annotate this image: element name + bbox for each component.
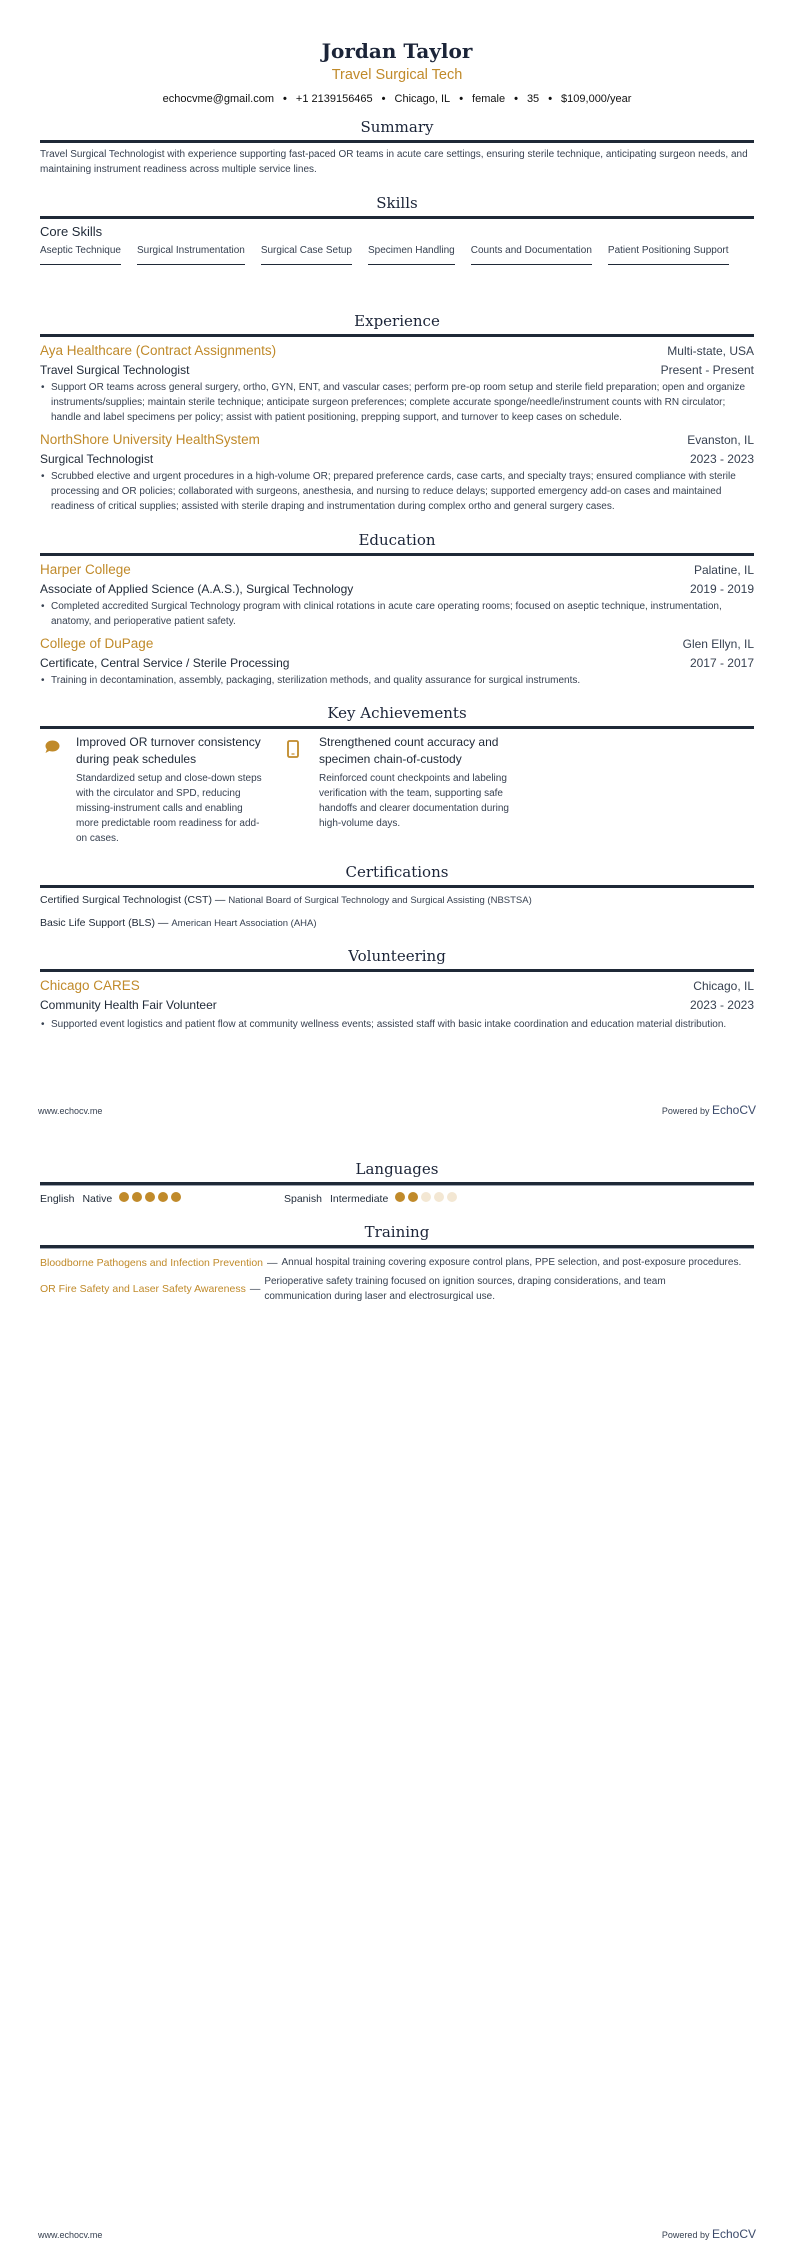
- rating-dot-empty: [421, 1192, 431, 1202]
- speech-bubble-icon: [40, 734, 76, 846]
- language-item: [40, 1192, 284, 1205]
- page-footer: [38, 1103, 756, 1117]
- skill-tag: Surgical Instrumentation: [137, 245, 245, 265]
- skills-section: [40, 193, 754, 273]
- education-entry: [40, 634, 754, 688]
- job-title: Travel Surgical Technologist: [40, 363, 190, 377]
- degree: Certificate, Central Service / Sterile Processing: [40, 656, 290, 670]
- section-title-summary: Summary: [360, 118, 434, 136]
- section-title-experience: Experience: [354, 312, 440, 330]
- achievement-item: [40, 734, 283, 846]
- section-title-skills: Skills: [376, 194, 418, 212]
- rating-dot-filled: [132, 1192, 142, 1202]
- certification-name: Basic Life Support (BLS): [40, 917, 155, 929]
- language-item: [284, 1192, 528, 1205]
- skill-tag: Counts and Documentation: [471, 245, 592, 265]
- certification-item: Basic Life Support (BLS) — American Heart Association (AHA): [40, 917, 317, 929]
- education-section: [40, 530, 754, 688]
- contact-gender: female: [472, 93, 506, 105]
- proficiency-rating: [119, 1192, 184, 1205]
- section-title-education: Education: [358, 531, 436, 549]
- contact-location: Chicago, IL: [394, 93, 451, 105]
- training-section: [40, 1222, 754, 1304]
- contact-salary: $109,000/year: [561, 93, 632, 105]
- certification-item: Certified Surgical Technologist (CST) — National Board of Surgical Technology and Surgical Assisting (NBSTSA): [40, 894, 532, 906]
- achievement-title: Strengthened count accuracy and specimen chain-of-custody: [319, 735, 499, 766]
- achievements-grid: [40, 734, 754, 846]
- rating-dot-filled: [145, 1192, 155, 1202]
- skill-tag: Surgical Case Setup: [261, 245, 352, 265]
- contact-age: 35: [526, 93, 540, 105]
- volunteer-dates: 2023 - 2023: [689, 998, 754, 1012]
- skill-tag: Specimen Handling: [368, 245, 455, 265]
- rating-dot-empty: [447, 1192, 457, 1202]
- education-entry: [40, 560, 754, 629]
- footer-website-link[interactable]: www.echocv.me: [38, 1106, 103, 1116]
- training-description: Perioperative safety training focused on ignition sources, draping considerations, and team communication during laser and electrosurgical use.: [264, 1276, 666, 1302]
- certification-issuer: National Board of Surgical Technology and Surgical Assisting (NBSTSA): [228, 895, 532, 906]
- languages-section: [40, 1159, 754, 1205]
- summary-text: Travel Surgical Technologist with experience supporting fast-paced OR teams in acute care settings, ensuring sterile technique, anticipating surgeon needs, and maintaining instrument readiness across multiple service lines.: [40, 149, 748, 175]
- job-bullets: [40, 469, 754, 514]
- bullet-item: • Scrubbed elective and urgent procedures in a high-volume OR; prepared preference cards, case carts, and specialty trays; ensured compliance with sterile processing and OR policies; collaborated with surgeons, anesthesia, and nursing to reduce delays; supported emergency add-on cases and maintained readiness of critical supplies; assisted with sterile draping and instrumentation during complex ortho and general surgery cases.: [40, 469, 754, 514]
- section-divider: [40, 140, 754, 143]
- certification-issuer: American Heart Association (AHA): [171, 918, 317, 929]
- rating-dot-filled: [395, 1192, 405, 1202]
- school-name: College of DuPage: [40, 636, 154, 651]
- section-divider: [40, 1245, 754, 1249]
- rating-dot-filled: [171, 1192, 181, 1202]
- education-bullets: [40, 599, 754, 629]
- language-name: Spanish: [284, 1192, 322, 1205]
- section-title-certifications: Certifications: [345, 863, 449, 881]
- training-item: Bloodborne Pathogens and Infection Prevention — Annual hospital training covering exposure control plans, PPE selection, and post-exposure procedures.: [40, 1255, 754, 1270]
- achievement-title: Improved OR turnover consistency during peak schedules: [76, 735, 261, 766]
- education-bullets: [40, 673, 754, 688]
- rating-dot-filled: [158, 1192, 168, 1202]
- page-footer: [38, 2227, 756, 2241]
- employer-name: NorthShore University HealthSystem: [40, 432, 260, 447]
- section-title-achievements: Key Achievements: [327, 704, 467, 722]
- experience-entry: [40, 341, 754, 425]
- section-divider: [40, 553, 754, 556]
- volunteer-bullets: [40, 1017, 754, 1032]
- section-divider: [40, 969, 754, 972]
- bullet-item: • Support OR teams across general surgery, ortho, GYN, ENT, and vascular cases; perform pre-op room setup and sterile field preparation; open and organize instruments/supplies; maintain sterile technique; anticipate surgeon preferences; complete accurate sponge/needle/instrument counts with RN circulator; handle and label specimens per policy; assist with patient positioning, prepping support, and turnover to keep cases on schedule.: [40, 380, 754, 425]
- achievements-section: [40, 703, 754, 846]
- employer-location: Evanston, IL: [687, 433, 754, 447]
- section-divider: [40, 1182, 754, 1186]
- job-dates: 2023 - 2023: [689, 452, 754, 466]
- skill-tag: Aseptic Technique: [40, 245, 121, 265]
- footer-website-link[interactable]: www.echocv.me: [38, 2230, 103, 2240]
- section-divider: [40, 216, 754, 219]
- experience-entry: [40, 430, 754, 514]
- section-divider: [40, 885, 754, 888]
- volunteering-entry: [40, 976, 754, 1032]
- bullet-item: • Training in decontamination, assembly, packaging, sterilization methods, and quality assurance for surgical instruments.: [40, 673, 754, 688]
- rating-dot-filled: [408, 1192, 418, 1202]
- school-location: Glen Ellyn, IL: [682, 637, 754, 651]
- experience-section: [40, 311, 754, 514]
- employer-location: Multi-state, USA: [667, 344, 754, 358]
- organization-location: Chicago, IL: [693, 979, 754, 993]
- achievement-description: Reinforced count checkpoints and labeling verification with the team, supporting safe handoffs and clearer documentation during high-volume days.: [319, 773, 509, 829]
- training-item: OR Fire Safety and Laser Safety Awareness — Perioperative safety training focused on ignition sources, draping considerations, and team communication during laser and electrosurgical use.: [40, 1274, 754, 1304]
- skill-tag: Patient Positioning Support: [608, 245, 729, 265]
- language-name: English: [40, 1192, 75, 1205]
- skills-group-title: Core Skills: [40, 224, 103, 239]
- certification-name: Certified Surgical Technologist (CST): [40, 894, 212, 906]
- language-list: [40, 1192, 754, 1205]
- employer-name: Aya Healthcare (Contract Assignments): [40, 343, 277, 358]
- section-divider: [40, 334, 754, 337]
- section-title-volunteering: Volunteering: [348, 947, 446, 965]
- education-dates: 2019 - 2019: [689, 582, 754, 596]
- contact-line: echocvme@gmail.com • +1 2139156465 • Chicago, IL • female • 35 • $109,000/year: [162, 93, 632, 105]
- bullet-item: • Completed accredited Surgical Technology program with clinical rotations in acute care operating rooms; focused on aseptic technique, instrumentation, anatomy, and perioperative patient safety.: [40, 599, 754, 629]
- bullet-item: • Supported event logistics and patient flow at community wellness events; assisted staff with basic intake coordination and education material distribution.: [40, 1017, 754, 1032]
- organization-name: Chicago CARES: [40, 978, 140, 993]
- training-name: OR Fire Safety and Laser Safety Awareness: [40, 1283, 246, 1295]
- proficiency-rating: [395, 1192, 460, 1205]
- section-title-languages: Languages: [355, 1160, 439, 1178]
- language-level: Native: [82, 1192, 113, 1205]
- training-description: Annual hospital training covering exposure control plans, PPE selection, and post-exposure procedures.: [281, 1257, 742, 1268]
- summary-section: [40, 117, 754, 177]
- achievement-item: [283, 734, 526, 846]
- section-divider: [40, 726, 754, 729]
- training-name: Bloodborne Pathogens and Infection Prevention: [40, 1256, 263, 1269]
- footer-powered-by: Powered by EchoCV: [661, 2227, 756, 2241]
- education-dates: 2017 - 2017: [689, 656, 754, 670]
- degree: Associate of Applied Science (A.A.S.), Surgical Technology: [40, 582, 354, 596]
- brand-logo: EchoCV: [711, 1103, 756, 1117]
- candidate-name: Jordan Taylor: [321, 39, 473, 63]
- job-dates: Present - Present: [660, 363, 754, 377]
- certifications-section: [40, 862, 754, 931]
- school-name: Harper College: [40, 562, 131, 577]
- brand-logo: EchoCV: [711, 2227, 756, 2241]
- achievement-description: Standardized setup and close-down steps with the circulator and SPD, reducing missing-instrument calls and enabling more predictable room readiness for add-on cases.: [76, 773, 262, 844]
- rating-dot-empty: [434, 1192, 444, 1202]
- volunteering-section: [40, 946, 754, 1032]
- mobile-phone-icon: [283, 734, 319, 846]
- footer-powered-by: Powered by EchoCV: [661, 1103, 756, 1117]
- volunteer-role: Community Health Fair Volunteer: [40, 998, 217, 1012]
- language-level: Intermediate: [329, 1192, 389, 1205]
- contact-email[interactable]: echocvme@gmail.com: [162, 93, 275, 105]
- section-title-training: Training: [364, 1223, 430, 1241]
- skill-list: [40, 245, 754, 273]
- candidate-headline: Travel Surgical Tech: [331, 67, 463, 83]
- rating-dot-filled: [119, 1192, 129, 1202]
- contact-phone[interactable]: +1 2139156465: [295, 93, 373, 105]
- job-bullets: [40, 380, 754, 425]
- job-title: Surgical Technologist: [40, 452, 154, 466]
- school-location: Palatine, IL: [693, 563, 754, 577]
- resume-header: [40, 38, 754, 107]
